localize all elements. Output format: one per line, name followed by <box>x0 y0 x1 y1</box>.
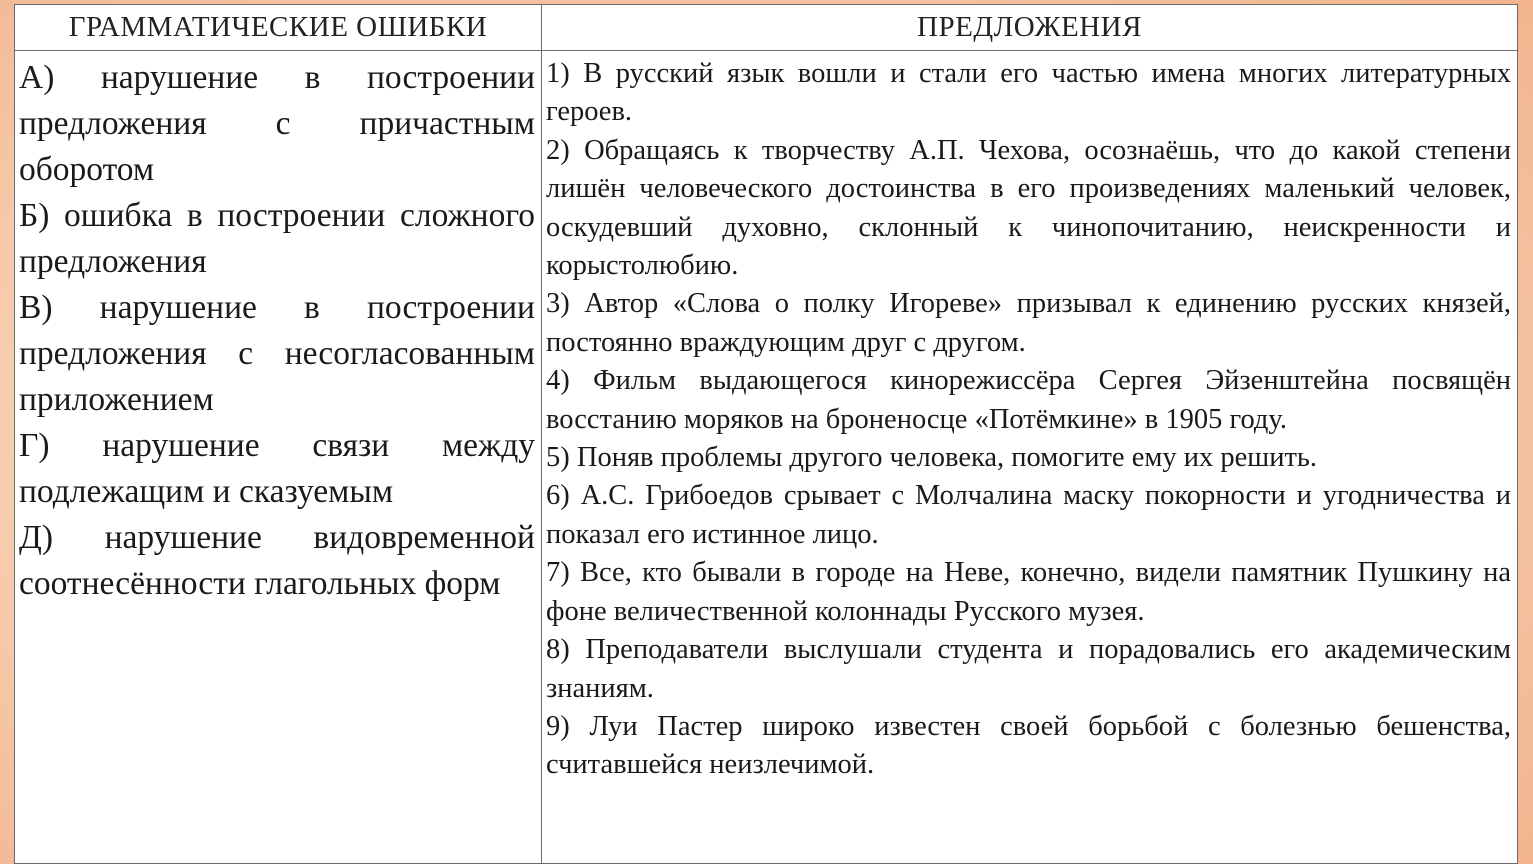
sentence-5: 5) Поняв проблемы другого человека, помогите ему их решить. <box>546 442 1318 474</box>
error-item-d: Д) нарушение видовременной соотнесённости глагольных форм <box>19 519 535 602</box>
sentence-1: 1) В русский язык вошли и стали его частью имена многих литературных героев. <box>546 58 1511 128</box>
error-item-b: Б) ошибка в построении сложного предложения <box>19 197 535 280</box>
sentence-6: 6) А.С. Грибоедов срывает с Молчалина маску покорности и угодничества и показал его истинное лицо. <box>546 480 1511 550</box>
header-sentences: ПРЕДЛОЖЕНИЯ <box>542 5 1517 51</box>
sentences-column <box>542 51 1517 863</box>
errors-column <box>15 51 542 863</box>
sentence-8: 8) Преподаватели выслушали студента и порадовались его академическим знаниям. <box>546 634 1511 704</box>
error-item-a: А) нарушение в построении предложения с причастным оборотом <box>19 59 535 188</box>
error-item-v: В) нарушение в построении предложения с несогласованным приложением <box>19 289 535 418</box>
sentence-2: 2) Обращаясь к творчеству А.П. Чехова, осознаёшь, что до какой степени лишён человеческого достоинства в его произведениях маленький человек, оскудевший духовно, склонный к чинопочитанию, неискренности и корыстолюбию. <box>546 134 1511 282</box>
sentence-7: 7) Все, кто бывали в городе на Неве, конечно, видели памятник Пушкину на фоне величественной колоннады Русского музея. <box>546 557 1511 627</box>
grammar-matching-table <box>14 4 1518 864</box>
sentence-4: 4) Фильм выдающегося кинорежиссёра Сергея Эйзенштейна посвящён восстанию моряков на броненосце «Потёмкине» в 1905 году. <box>546 365 1511 435</box>
sentence-9: 9) Луи Пастер широко известен своей борьбой с болезнью бешенства, считавшейся неизлечимой. <box>546 710 1511 781</box>
error-item-g: Г) нарушение связи между подлежащим и сказуемым <box>19 427 535 510</box>
header-grammatical-errors: ГРАММАТИЧЕСКИЕ ОШИБКИ <box>15 5 542 51</box>
sentence-3: 3) Автор «Слова о полку Игореве» призывал к единению русских князей, постоянно враждующим друг с другом. <box>546 288 1511 358</box>
